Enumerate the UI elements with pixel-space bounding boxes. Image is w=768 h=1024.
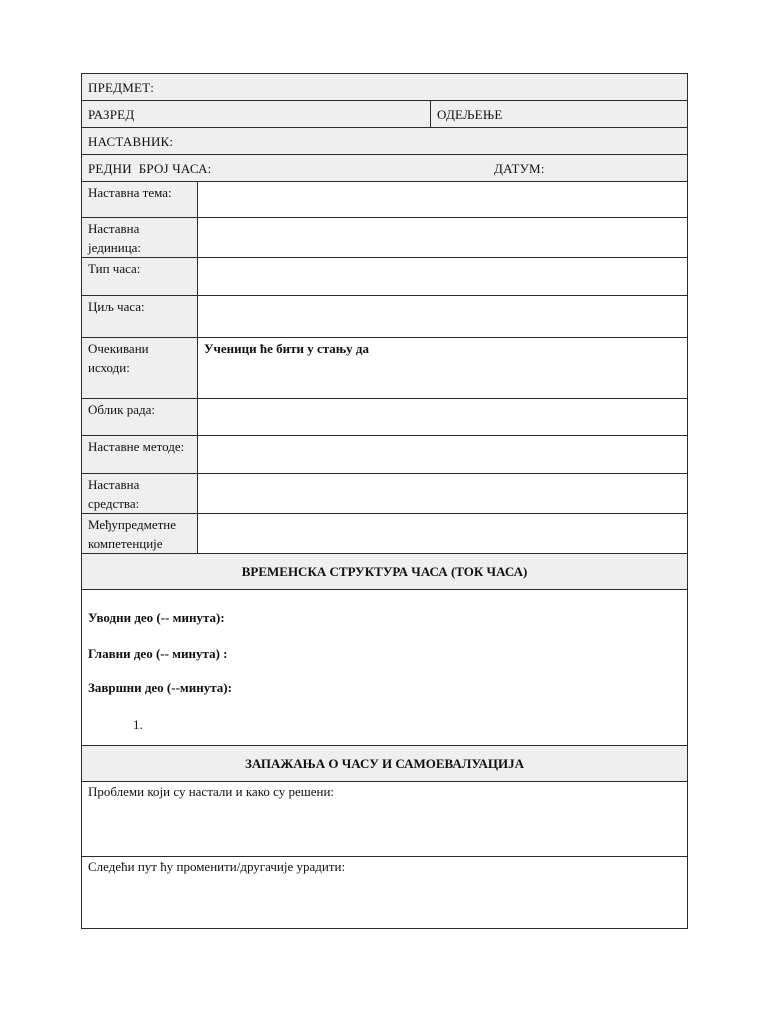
lesson-type-value[interactable] <box>198 258 688 296</box>
resources-label: Наставна средства: <box>82 474 198 514</box>
goal-label: Циљ часа: <box>82 296 198 338</box>
problems-label: Проблеми који су настали и како су решени: <box>88 784 335 799</box>
methods-row <box>82 436 688 474</box>
topic-label: Наставна тема: <box>82 182 198 218</box>
next-time-row <box>82 857 688 929</box>
work-form-label: Облик рада: <box>82 399 198 436</box>
lesson-number-row <box>82 155 688 182</box>
unit-value[interactable] <box>198 218 688 258</box>
goal-value[interactable] <box>198 296 688 338</box>
main-part: Главни део (-- минута) : <box>88 646 228 661</box>
lesson-type-label: Тип часа: <box>82 258 198 296</box>
work-form-value[interactable] <box>198 399 688 436</box>
competencies-label: Међупредметне компетенције <box>82 514 198 554</box>
structure-title-row <box>82 554 688 590</box>
structure-title: ВРЕМЕНСКА СТРУКТУРА ЧАСА (ТОК ЧАСА) <box>82 554 688 590</box>
lesson-type-row <box>82 258 688 296</box>
resources-row <box>82 474 688 514</box>
subject-label: ПРЕДМЕТ: <box>88 79 155 95</box>
class-cell[interactable] <box>431 101 688 128</box>
outcomes-row <box>82 338 688 399</box>
structure-body[interactable] <box>82 590 688 746</box>
list-item: 1. <box>133 717 143 732</box>
next-time-field[interactable] <box>82 857 688 929</box>
competencies-row <box>82 514 688 554</box>
lesson-plan-form <box>81 73 688 929</box>
grade-class-row <box>82 101 688 128</box>
topic-row <box>82 182 688 218</box>
structure-body-row <box>82 590 688 746</box>
grade-cell[interactable] <box>82 101 431 128</box>
grade-label: РАЗРЕД <box>88 106 135 122</box>
problems-row <box>82 782 688 857</box>
topic-value[interactable] <box>198 182 688 218</box>
subject-row <box>82 74 688 101</box>
final-part: Завршни део (--минута): <box>88 680 232 695</box>
outcomes-value[interactable]: Ученици ће бити у стању да <box>198 338 688 399</box>
problems-field[interactable] <box>82 782 688 857</box>
outcomes-label: Очекивани исходи: <box>82 338 198 399</box>
resources-value[interactable] <box>198 474 688 514</box>
teacher-cell[interactable] <box>82 128 688 155</box>
lesson-number-cell[interactable] <box>82 155 688 182</box>
teacher-label: НАСТАВНИК: <box>88 133 174 149</box>
methods-label: Наставне методе: <box>82 436 198 474</box>
unit-label: Наставна јединица: <box>82 218 198 258</box>
lesson-number-label: РЕДНИ БРОЈ ЧАСА: <box>88 160 212 176</box>
subject-cell[interactable] <box>82 74 688 101</box>
date-label: ДАТУМ: <box>494 160 545 176</box>
intro-part: Уводни део (-- минута): <box>88 610 225 625</box>
unit-row <box>82 218 688 258</box>
work-form-row <box>82 399 688 436</box>
methods-value[interactable] <box>198 436 688 474</box>
class-label: ОДЕЉЕЊЕ <box>437 106 503 122</box>
goal-row <box>82 296 688 338</box>
observations-title: ЗАПАЖАЊА О ЧАСУ И САМОЕВАЛУАЦИЈА <box>82 746 688 782</box>
observations-title-row <box>82 746 688 782</box>
competencies-value[interactable] <box>198 514 688 554</box>
teacher-row <box>82 128 688 155</box>
next-time-label: Следећи пут ћу променити/другачије урадити: <box>88 859 346 874</box>
